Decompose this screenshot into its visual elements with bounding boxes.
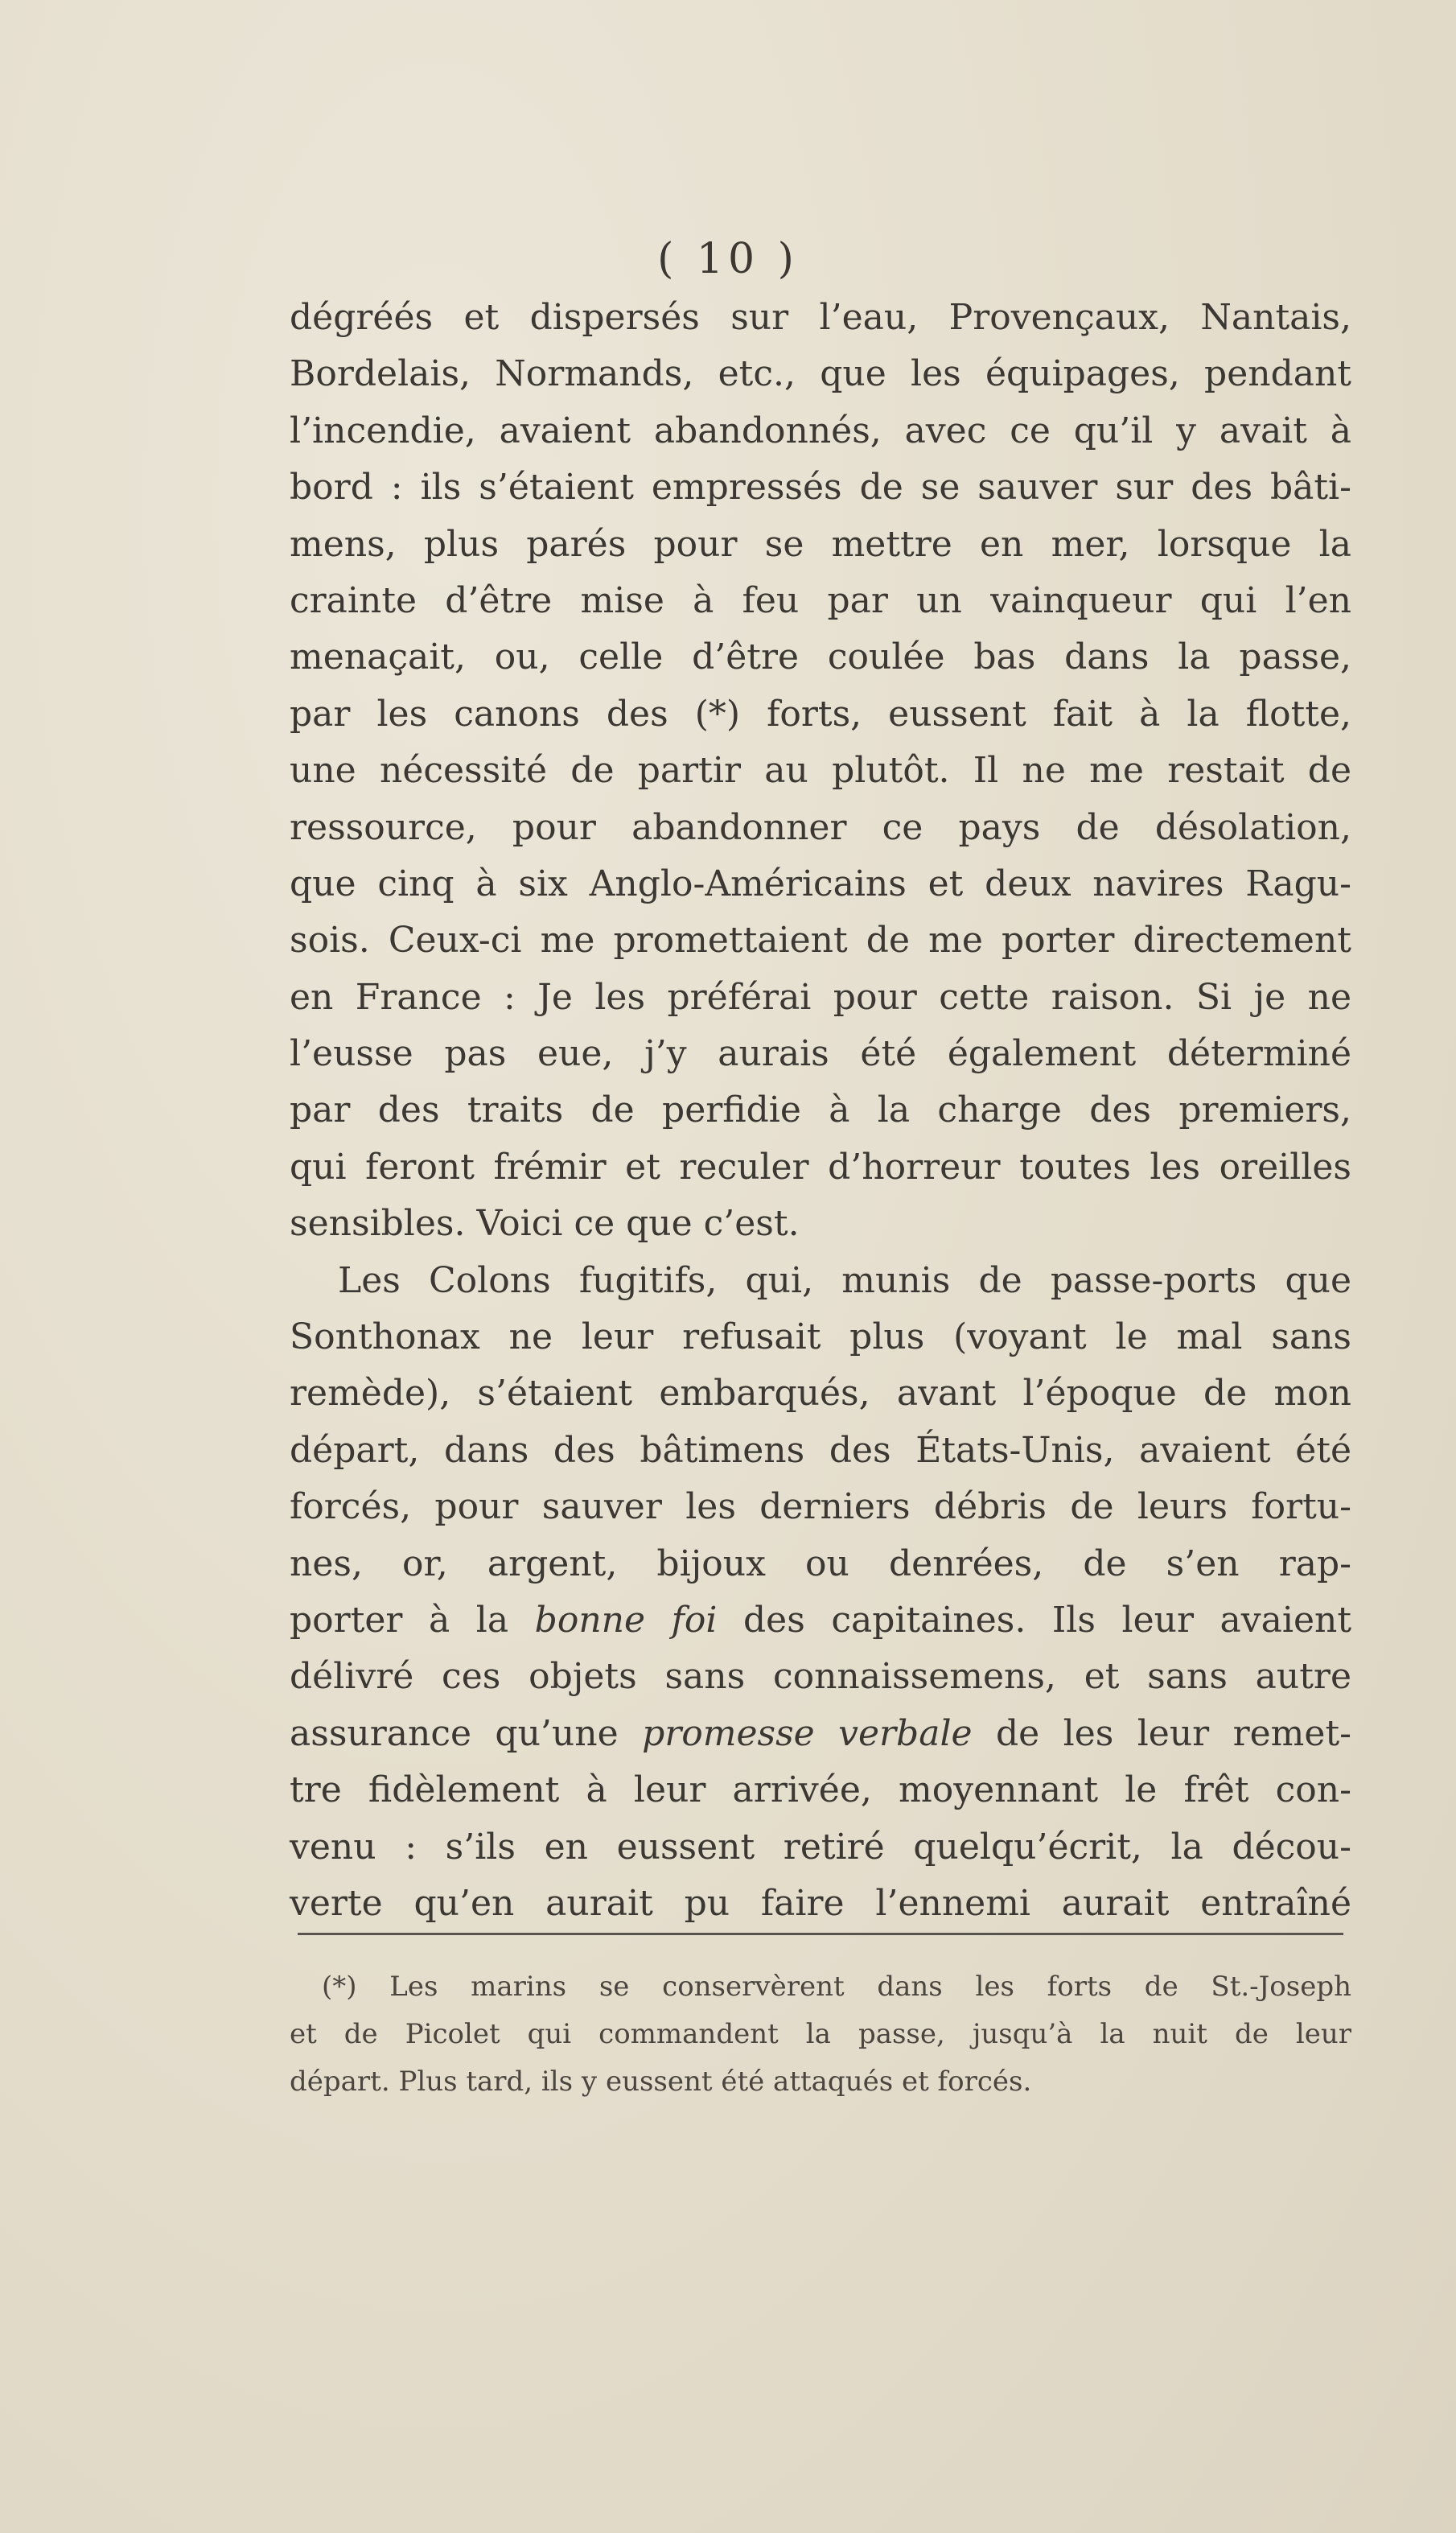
text-line: départ, dans des bâtimens des États-Unis, avaient été — [290, 1429, 1351, 1471]
text-segment: des capitaines. Ils leur avaient — [743, 1599, 1351, 1641]
text-line: Bordelais, Normands, etc., que les équipages, pendant — [290, 353, 1351, 395]
footnote-line: départ. Plus tard, ils y eussent été attaqués et forcés. — [290, 2066, 1032, 2098]
italic-phrase: bonne foi — [534, 1599, 718, 1641]
text-line: par les canons des (*) forts, eussent fait à la flotte, — [290, 693, 1351, 735]
text-line: l’eusse pas eue, j’y aurais été également déterminé — [290, 1033, 1351, 1075]
text-line: tre fidèlement à leur arrivée, moyennant le frêt con- — [290, 1769, 1351, 1811]
paragraph-start-line: Les Colons fugitifs, qui, munis de passe-ports que — [338, 1259, 1351, 1301]
text-line: remède), s’étaient embarqués, avant l’époque de mon — [290, 1373, 1351, 1415]
text-line: bord : ils s’étaient empressés de se sauver sur des bâti- — [290, 467, 1351, 509]
footnote-line: et de Picolet qui commandent la passe, jusqu’à la nuit de leur — [290, 2018, 1351, 2050]
text-line: par des traits de perfidie à la charge des premiers, — [290, 1089, 1351, 1131]
text-line: délivré ces objets sans connaissemens, et sans autre — [290, 1656, 1351, 1698]
text-line: l’incendie, avaient abandonnés, avec ce qu’il y avait à — [290, 410, 1351, 451]
text-segment: de les leur remet- — [996, 1712, 1351, 1754]
text-line: verte qu’en aurait pu faire l’ennemi aurait entraîné — [290, 1882, 1351, 1924]
text-segment: assurance qu’une — [290, 1712, 619, 1754]
page-number: ( 10 ) — [657, 235, 799, 283]
text-line: une nécessité de partir au plutôt. Il ne me restait de — [290, 750, 1351, 792]
text-line: dégréés et dispersés sur l’eau, Provençaux, Nantais, — [290, 297, 1351, 338]
text-segment: porter à la — [290, 1599, 509, 1641]
footnote-line: (*) Les marins se conservèrent dans les forts de St.-Joseph — [322, 1971, 1351, 2003]
text-line: crainte d’être mise à feu par un vainqueur qui l’en — [290, 579, 1351, 621]
text-line-with-italic — [290, 1706, 1351, 1762]
text-line: que cinq à six Anglo-Américains et deux navires Ragu- — [290, 863, 1351, 904]
text-line: menaçait, ou, celle d’être coulée bas dans la passe, — [290, 636, 1351, 678]
text-line: nes, or, argent, bijoux ou denrées, de s’en rap- — [290, 1542, 1351, 1584]
text-line: venu : s’ils en eussent retiré quelqu’écrit, la décou- — [290, 1826, 1351, 1868]
text-line-with-italic — [290, 1592, 1351, 1649]
text-line: Sonthonax ne leur refusait plus (voyant le mal sans — [290, 1316, 1351, 1358]
text-line: sois. Ceux-ci me promettaient de me porter directement — [290, 920, 1351, 962]
text-line: en France : Je les préférai pour cette raison. Si je ne — [290, 976, 1351, 1018]
italic-phrase: promesse verbale — [642, 1712, 973, 1754]
text-line: ressource, pour abandonner ce pays de désolation, — [290, 806, 1351, 848]
text-line: forcés, pour sauver les derniers débris de leurs fortu- — [290, 1486, 1351, 1528]
text-line: sensibles. Voici ce que c’est. — [290, 1203, 800, 1245]
footnote-divider — [298, 1933, 1343, 1935]
body-text — [290, 290, 1351, 1932]
text-line: mens, plus parés pour se mettre en mer, lorsque la — [290, 523, 1351, 565]
text-line: qui feront frémir et reculer d’horreur toutes les oreilles — [290, 1146, 1351, 1188]
footnote — [290, 1963, 1351, 2106]
